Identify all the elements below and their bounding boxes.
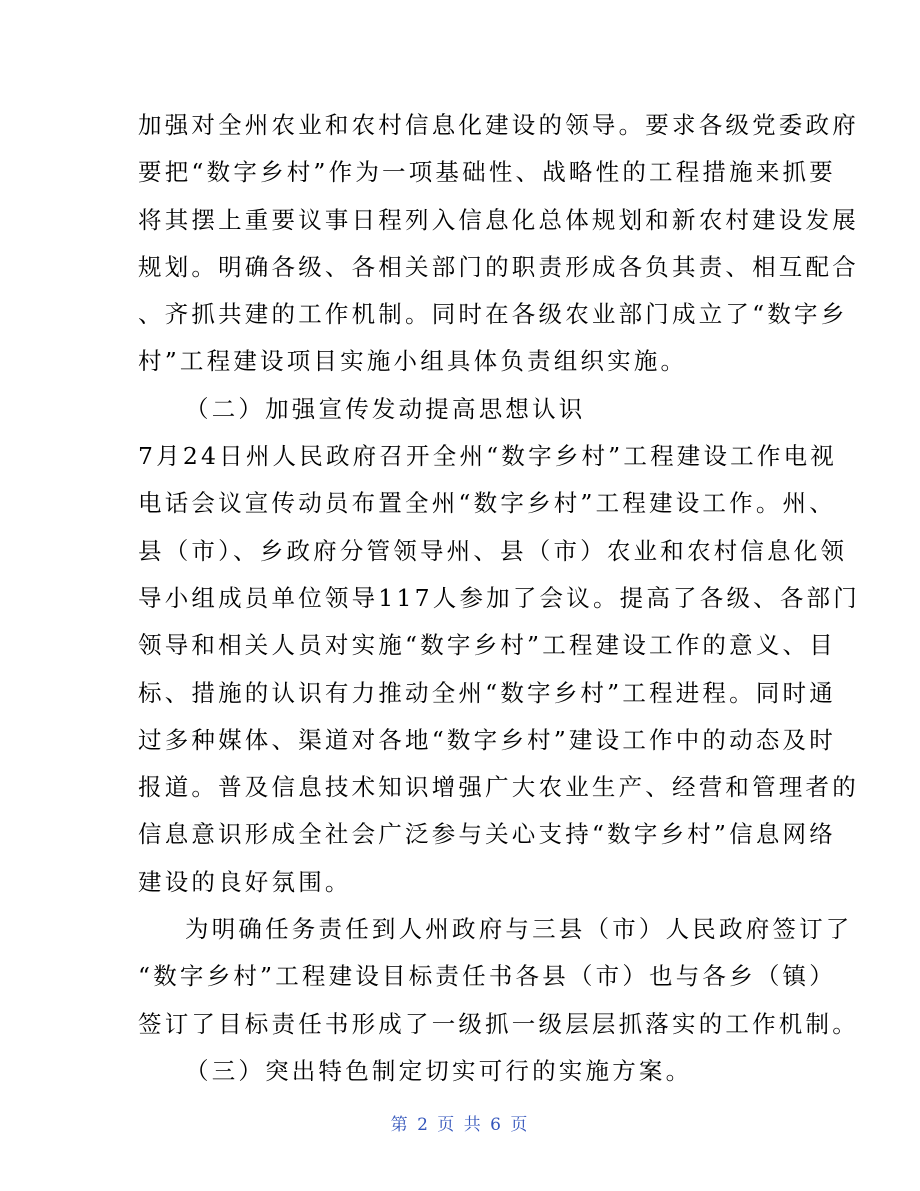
text-line: 建设的良好氛围。 [138, 867, 352, 896]
paragraph-start: 为明确任务责任到人州政府与三县（市）人民政府签订了 [185, 915, 853, 944]
text-line: 领导和相关人员对实施“数字乡村”工程建设工作的意义、目 [138, 631, 836, 660]
section-heading-2: （二）加强宣传发动提高思想认识 [185, 394, 586, 423]
section-heading-3: （三）突出特色制定切实可行的实施方案。 [185, 1056, 693, 1085]
text-line: 规划。明确各级、各相关部门的职责形成各负其责、相互配合 [138, 252, 859, 281]
text-line: 村”工程建设项目实施小组具体负责组织实施。 [138, 347, 688, 376]
text-line: 加强对全州农业和农村信息化建设的领导。要求各级党委政府 [138, 111, 859, 139]
text-line: 电话会议宣传动员布置全州“数字乡村”工程建设工作。州、 [138, 489, 836, 518]
text-line: 过多种媒体、渠道对各地“数字乡村”建设工作中的动态及时 [138, 725, 836, 754]
text-line: 将其摆上重要议事日程列入信息化总体规划和新农村建设发展 [138, 205, 859, 234]
body-text [138, 102, 860, 1095]
page-number-footer: 第 2 页 共 6 页 [390, 1115, 530, 1135]
text-line: 报道。普及信息技术知识增强广大农业生产、经营和管理者的 [138, 773, 859, 802]
text-line: 要把“数字乡村”作为一项基础性、战略性的工程措施来抓要 [138, 158, 836, 187]
text-line: 信息意识形成全社会广泛参与关心支持“数字乡村”信息网络 [138, 820, 836, 849]
text-line: 签订了目标责任书形成了一级抓一级层层抓落实的工作机制。 [138, 1009, 859, 1038]
text-line: 县（市）、乡政府分管领导州、县（市）农业和农村信息化领 [138, 536, 848, 565]
text-line: 、齐抓共建的工作机制。同时在各级农业部门成立了“数字乡 [138, 300, 848, 329]
text-line: 导小组成员单位领导117人参加了会议。提高了各级、各部门 [138, 583, 860, 612]
text-line: 标、措施的认识有力推动全州“数字乡村”工程进程。同时通 [138, 678, 836, 707]
text-line: 7月24日州人民政府召开全州“数字乡村”工程建设工作电视 [138, 442, 837, 471]
text-line: “数字乡村”工程建设目标责任书各县（市）也与各乡（镇） [138, 962, 836, 991]
